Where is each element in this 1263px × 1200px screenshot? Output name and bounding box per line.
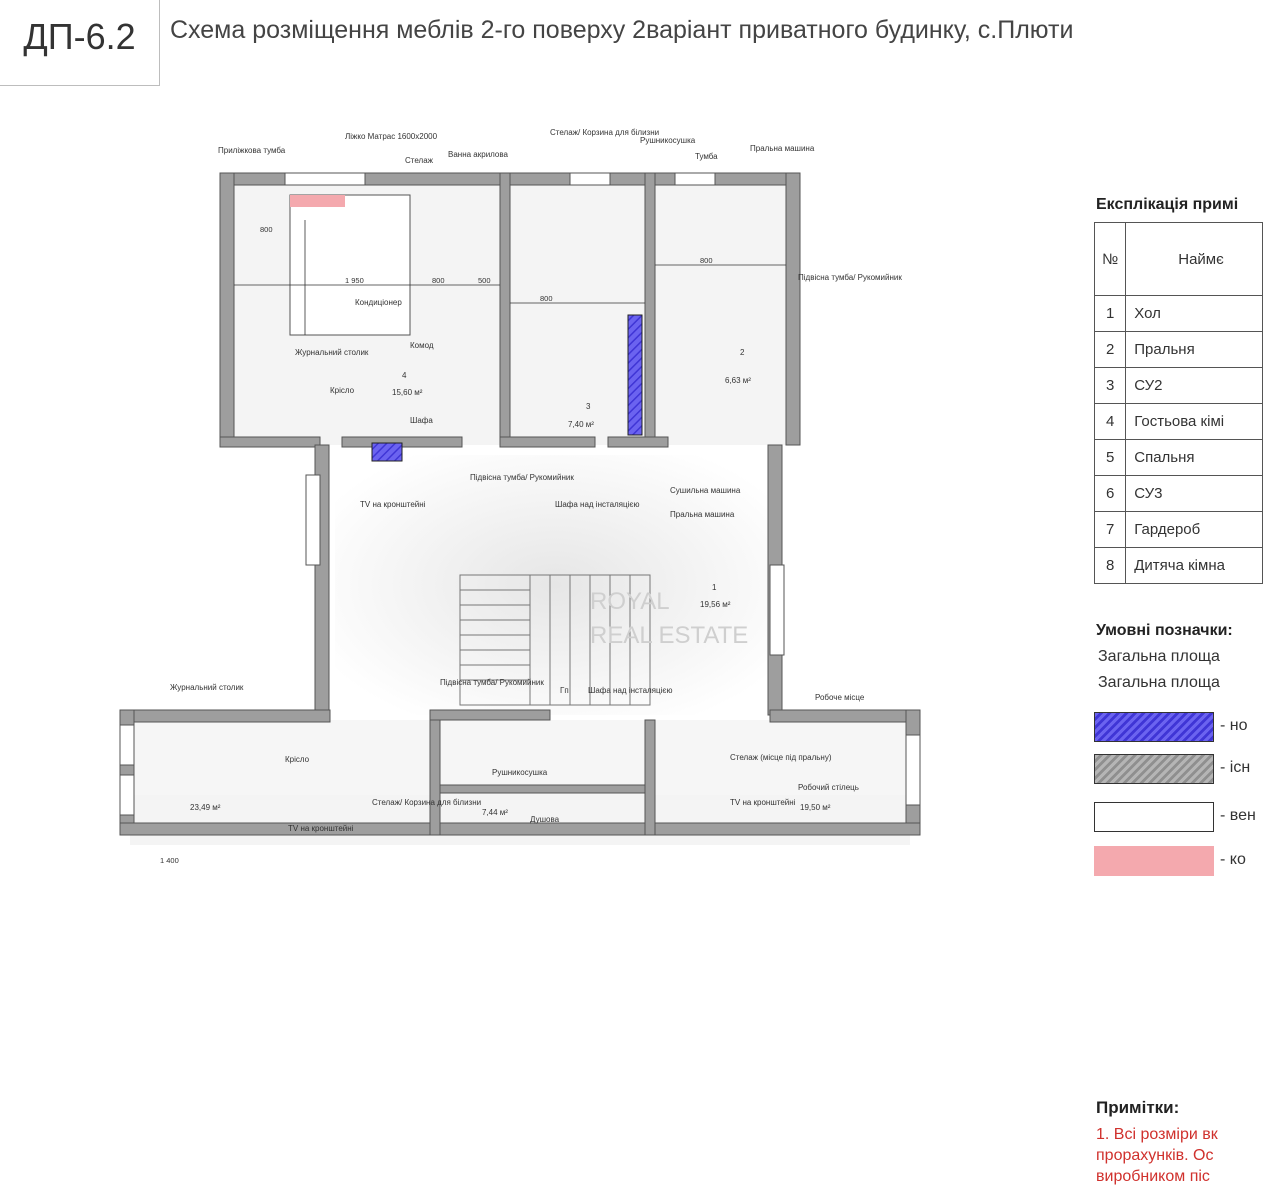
label-work-chair: Робочий стілець	[798, 783, 859, 792]
table-row: 1 Хол	[1095, 296, 1263, 332]
label-washstand-6: Підвісна тумба/ Рукомийник	[440, 678, 544, 687]
label-coffee-table-5: Журнальний столик	[170, 683, 244, 692]
label-tv-5: ТV на кронштейні	[288, 824, 354, 833]
label-washstand-3: Підвісна тумба/ Рукомийник	[470, 473, 574, 482]
room-2-number: 2	[740, 348, 745, 357]
label-towel-dryer-6: Рушникосушка	[492, 768, 548, 777]
label-washstand-cabinet: Підвісна тумба/ Рукомийник	[798, 273, 902, 282]
room-4-area: 15,60 м²	[392, 388, 423, 397]
legend-new-swatch	[1094, 712, 1214, 742]
label-towel-dryer: Рушникосушка	[640, 136, 696, 145]
notes-line-1: 1. Всі розміри вк	[1096, 1126, 1218, 1143]
notes-line-3: виробником піс	[1096, 1168, 1210, 1185]
label-rack-basket: Стелаж/ Корзина для білизни	[550, 128, 660, 137]
legend-conditioner-label: - ко	[1220, 851, 1246, 868]
room-4-number: 4	[402, 371, 407, 380]
label-armchair-5: Крісло	[285, 755, 310, 764]
label-tv-8: ТV на кронштейні	[730, 798, 796, 807]
label-rack: Стелаж	[405, 156, 434, 165]
room-5-area: 23,49 м²	[190, 803, 221, 812]
dim-d10: 1 400	[160, 856, 179, 865]
notes-text	[1096, 1124, 1218, 1187]
dim-d6: 800	[540, 294, 553, 303]
label-washing-machine: Пральна машина	[750, 144, 815, 153]
explication-col-num: №	[1095, 223, 1126, 296]
notes-line-2: прорахунків. Ос	[1096, 1147, 1214, 1164]
table-row: 6 СУ3	[1095, 476, 1263, 512]
legend-total-area-1: Загальна площа	[1098, 648, 1220, 665]
table-row: 5 Спальня	[1095, 440, 1263, 476]
watermark-line1: ROYAL	[590, 588, 670, 615]
notes-title: Примітки:	[1096, 1098, 1180, 1117]
label-rack-basket-5: Стелаж/ Корзина для білизни	[372, 798, 482, 807]
floor-plan	[110, 125, 930, 865]
watermark-line2: REAL ESTATE	[590, 622, 749, 649]
room-1-number: 1	[712, 583, 717, 592]
dim-d5: 500	[478, 276, 491, 285]
room-3-number: 3	[586, 402, 591, 411]
label-armchair: Крісло	[330, 386, 355, 395]
room-6-area: 7,44 м²	[482, 808, 508, 817]
explication-col-name: Наймє	[1126, 223, 1263, 296]
table-row: 4 Гостьова кімі	[1095, 404, 1263, 440]
legend-conditioner-swatch	[1094, 846, 1214, 876]
legend-existing-swatch	[1094, 754, 1214, 784]
label-dresser: Комод	[410, 341, 434, 350]
table-row: 8 Дитяча кімна	[1095, 548, 1263, 584]
dim-d2: 1 950	[345, 276, 364, 285]
label-coffee-table: Журнальний столик	[295, 348, 369, 357]
label-bathtub: Ванна акрилова	[448, 150, 508, 159]
label-tv-4: ТV на кронштейні	[360, 500, 426, 509]
room-2-area: 6,63 м²	[725, 376, 751, 385]
label-washing-2: Пральна машина	[670, 510, 735, 519]
explication-title: Експлікація примі	[1096, 196, 1239, 213]
table-row: 2 Пральня	[1095, 332, 1263, 368]
dim-d8: 800	[700, 256, 713, 265]
room-3-area: 7,40 м²	[568, 420, 594, 429]
room-1-area: 19,56 м²	[700, 600, 731, 609]
label-cabinet: Тумба	[695, 152, 718, 161]
label-rack-laundry: Стелаж (місце під пральну)	[730, 753, 832, 762]
legend-window-label: - вен	[1220, 807, 1256, 824]
legend-total-area-2: Загальна площа	[1098, 674, 1220, 691]
table-row: 7 Гардероб	[1095, 512, 1263, 548]
legend-window-swatch	[1094, 802, 1214, 832]
dim-d1: 800	[260, 225, 273, 234]
dim-d3: 800	[432, 276, 445, 285]
table-row: 3 СУ2	[1095, 368, 1263, 404]
label-cabinet-install-6: Шафа над інсталяцією	[588, 686, 673, 695]
legend-new-label: - но	[1220, 717, 1248, 734]
label-shower: Душова	[530, 815, 560, 824]
explication-table	[1094, 222, 1263, 584]
label-workplace: Робоче місце	[815, 693, 865, 702]
label-dryer: Сушильна машина	[670, 486, 741, 495]
label-bedside-table: Приліжкова тумба	[218, 146, 286, 155]
drawing-code: ДП-6.2	[0, 0, 160, 86]
legend-title: Умовні позначки:	[1096, 622, 1233, 639]
label-gp: Гп	[560, 686, 569, 695]
label-conditioner: Кондиціонер	[355, 298, 402, 307]
label-wardrobe-4: Шафа	[410, 416, 433, 425]
label-bed-1600: Ліжко Матрас 1600х2000	[345, 132, 438, 141]
label-cabinet-install-3: Шафа над інсталяцією	[555, 500, 640, 509]
room-8-area: 19,50 м²	[800, 803, 831, 812]
page-title: Схема розміщення меблів 2-го поверху 2варіант приватного будинку, с.Плюти	[170, 16, 1074, 44]
legend-existing-label: - існ	[1220, 759, 1251, 776]
